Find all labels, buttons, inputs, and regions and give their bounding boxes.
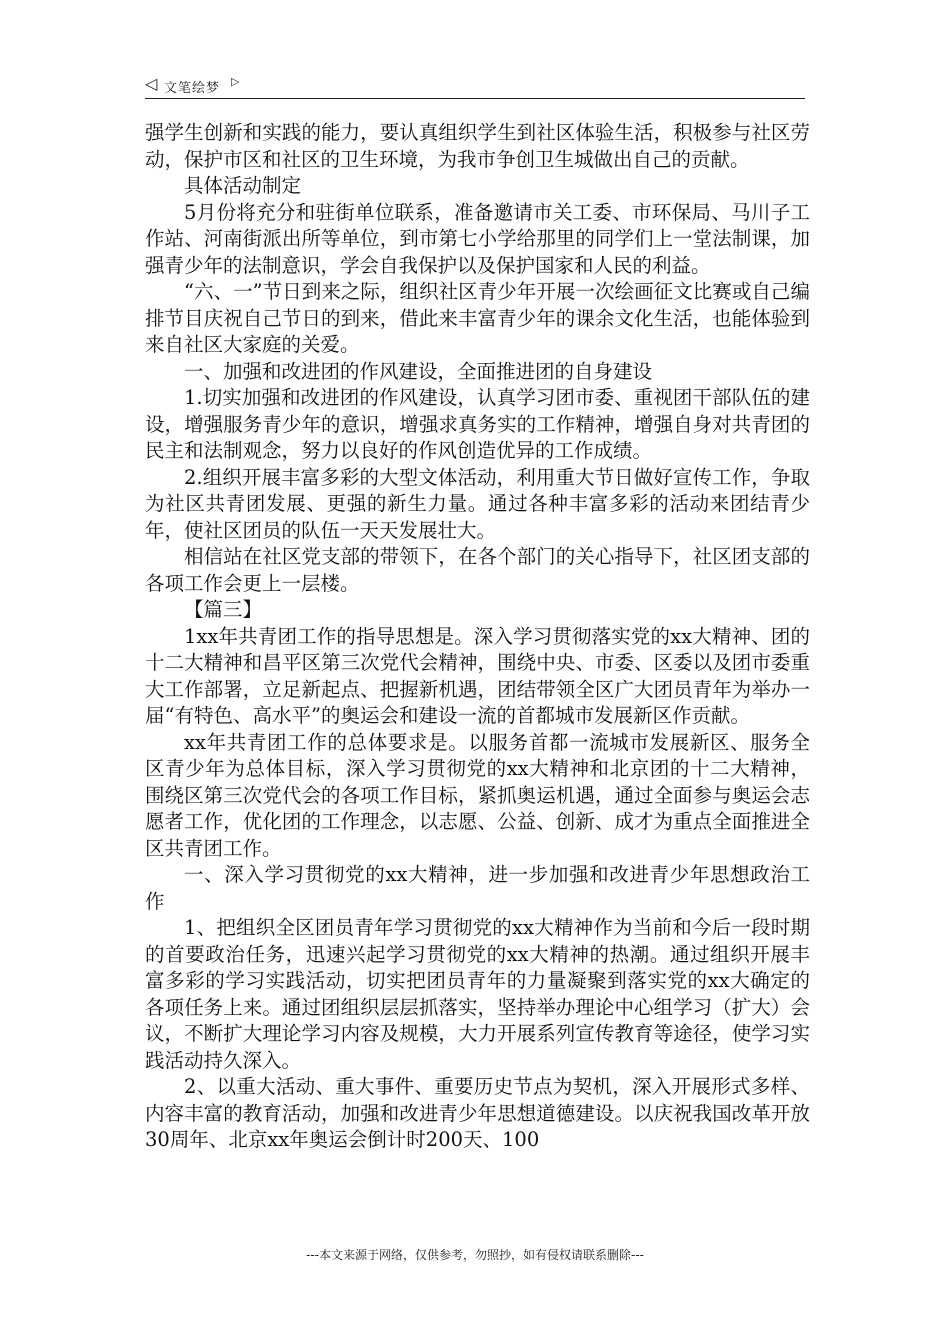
header-brand: 文笔绘梦 (164, 81, 221, 96)
section-heading: 一、加强和改进团的作风建设，全面推进团的自身建设 (184, 359, 653, 383)
paragraph: 2、以重大活动、重大事件、重要历史节点为契机，深入开展形式多样、内容丰富的教育活动，加强和改进青少年思想道德建设。以庆祝我国改革开放30周年、北京xx年奥运会倒计时200天、100 (145, 1075, 810, 1151)
section-heading: 一、深入学习贯彻党的xx大精神，进一步加强和改进青少年思想政治工作 (145, 863, 810, 913)
page-header (145, 72, 805, 99)
section-title: 【篇三】 (184, 598, 263, 621)
paragraph: 5月份将充分和驻街单位联系，准备邀请市关工委、市环保局、马川子工作站、河南街派出所等单位，到市第七小学给那里的同学们上一堂法制课，加强青少年的法制意识，学会自我保护以及保护国家和人民的利益。 (145, 200, 810, 277)
paragraph: 相信站在社区党支部的带领下，在各个部门的关心指导下，社区团支部的各项工作会更上一层楼。 (145, 545, 810, 595)
paragraph: 2.组织开展丰富多彩的大型文体活动，利用重大节日做好宣传工作，争取为社区共青团发展、更强的新生力量。通过各种丰富多彩的活动来团结青少年，使社区团员的队伍一天天发展壮大。 (145, 465, 810, 542)
paragraph: xx年共青团工作的总体要求是。以服务首都一流城市发展新区、服务全区青少年为总体目标，深入学习贯彻党的xx大精神和北京团的十二大精神，围绕区第三次党代会的各项工作目标，紧抓奥运机遇，通过全面参与奥运会志愿者工作，优化团的工作理念，以志愿、公益、创新、成才为重点全面推进全区共青团工作。 (145, 730, 810, 860)
paragraph: 1.切实加强和改进团的作风建设，认真学习团市委、重视团干部队伍的建设，增强服务青少年的意识，增强求真务实的工作精神，增强自身对共青团的民主和法制观念，努力以良好的作风创造优异的工作成绩。 (145, 386, 810, 462)
paragraph: “六、一”节日到来之际，组织社区青少年开展一次绘画征文比赛或自己编排节目庆祝自己节日的到来，借此来丰富青少年的课余文化生活，也能体验到来自社区大家庭的关爱。 (145, 280, 810, 356)
page-footer: ---本文来源于网络，仅供参考，勿照抄，如有侵权请联系删除--- (306, 1248, 644, 1262)
triangle-left-icon: ◁ (145, 74, 158, 93)
triangle-right-icon: ▷ (231, 75, 240, 88)
paragraph: 1、把组织全区团员青年学习贯彻党的xx大精神作为当前和今后一段时期的首要政治任务，迅速兴起学习贯彻党的xx大精神的热潮。通过组织开展丰富多彩的学习实践活动，切实把团员青年的力量凝聚到落实党的xx大确定的各项任务上来。通过团组织层层抓落实，坚持举办理论中心组学习（扩大）会议，不断扩大理论学习内容及规模，大力开展系列宣传教育等途径，使学习实践活动持久深入。 (145, 916, 810, 1072)
document-body (145, 120, 810, 1154)
paragraph: 强学生创新和实践的能力，要认真组织学生到社区体验生活，积极参与社区劳动，保护市区和社区的卫生环境，为我市争创卫生城做出自己的贡献。 (145, 121, 810, 171)
paragraph: 1xx年共青团工作的指导思想是。深入学习贯彻落实党的xx大精神、团的十二大精神和昌平区第三次党代会精神，围绕中央、市委、区委以及团市委重大工作部署，立足新起点、把握新机遇，团结带领全区广大团员青年为举办一届“有特色、高水平”的奥运会和建设一流的首都城市发展新区作贡献。 (145, 624, 810, 727)
paragraph: 具体活动制定 (184, 174, 302, 197)
